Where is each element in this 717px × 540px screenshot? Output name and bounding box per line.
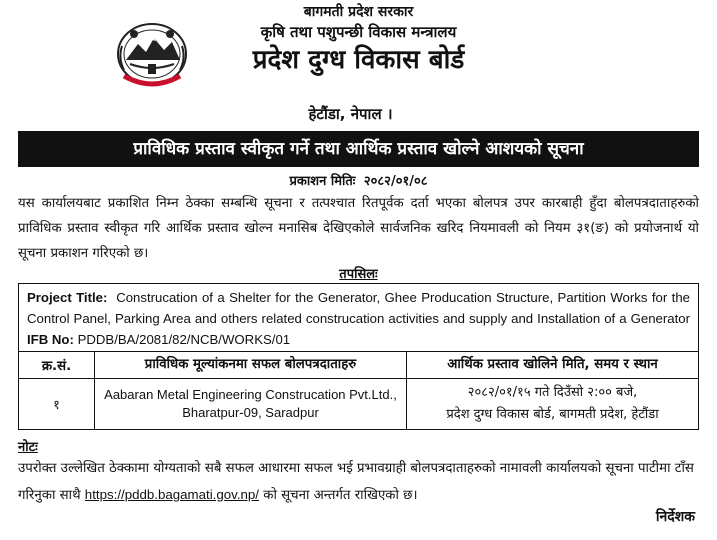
- row-opening: [407, 379, 699, 430]
- publication-date-line: [0, 171, 717, 189]
- government-name: बागमती प्रदेश सरकार: [303, 4, 414, 20]
- signature-title: निर्देशक: [655, 509, 695, 525]
- opening-place: प्रदेश दुग्ध विकास बोर्ड, बागमती प्रदेश, हेटौंडा: [446, 407, 659, 422]
- notice-title: प्राविधिक प्रस्ताव स्वीकृत गर्ने तथा आर्थिक प्रस्ताव खोल्ने आशयको सूचना: [18, 131, 699, 167]
- board-name: प्रदेश दुग्ध विकास बोर्ड: [252, 45, 465, 75]
- ministry-name: कृषि तथा पशुपन्छी विकास मन्त्रालय: [260, 23, 457, 41]
- office-location: हेटौंडा, नेपाल ।: [308, 105, 393, 123]
- header-sn: क्र.सं.: [19, 352, 95, 379]
- intro-paragraph: यस कार्यालयबाट प्रकाशित निम्न ठेक्का सम्बन्धि सूचना र तत्पश्चात रितपूर्वक दर्ता भएका बोलपत्र उपर कारबाही हुँदा बोलपत्रदाताहरुको प्राविधिक प्रस्ताव स्वीकृत गरि आर्थिक प्रस्ताव खोल्न मनासिब देखिएकोले सार्वजनिक खरिद नियमावली को नियम ३१(ङ) को प्रयोजनार्थ यो सूचना प्रकाशन गरिएको छ।: [18, 196, 699, 261]
- website-link[interactable]: https://pddb.bagamati.gov.np/: [84, 487, 260, 502]
- ifb-number: PDDB/BA/2081/82/NCB/WORKS/01: [77, 332, 291, 347]
- table-row: [19, 379, 699, 430]
- bidders-table: [18, 351, 699, 430]
- row-bidder: [95, 379, 407, 430]
- table-header-row: [19, 352, 699, 379]
- note-text-before: उपरोक्त उल्लेखित ठेक्कामा योग्यताको सबै सफल आधारमा सफल भई प्रभावग्राही बोलपत्रदाताहरुको नामावली कार्यालयको सूचना पाटीमा टाँस गरिनुका साथै: [18, 461, 694, 503]
- project-box: [18, 283, 699, 351]
- ifb-label: IFB No:: [27, 332, 74, 347]
- opening-datetime: २०८२/०१/१५ गते दिउँसो २:०० बजे,: [467, 385, 638, 400]
- bidder-address: Bharatpur-09, Saradpur: [182, 405, 319, 420]
- details-heading: [0, 264, 717, 282]
- header-bidders: प्राविधिक मूल्यांकनमा सफल बोलपत्रदाताहरु: [95, 352, 407, 379]
- row-sn: १: [19, 379, 95, 430]
- project-title: Construcation of a Shelter for the Generator, Ghee Producation Structure, Partition Works for the Control Panel, Parking Area and others related construcation activities and supply and Installation of a Generator: [27, 290, 690, 326]
- publication-date: २०८२/०१/०८: [363, 174, 428, 189]
- publication-date-label: प्रकाशन मितिः: [289, 174, 356, 189]
- note-text: [18, 456, 699, 509]
- note-label: [18, 437, 38, 455]
- header-opening: आर्थिक प्रस्ताव खोलिने मिति, समय र स्थान: [407, 352, 699, 379]
- project-title-label: Project Title:: [27, 290, 108, 305]
- note-label-text: नोटः: [18, 440, 38, 455]
- bidder-name: Aabaran Metal Engineering Construcation Pvt.Ltd.,: [104, 387, 397, 402]
- details-heading-text: तपसिलः: [339, 267, 378, 282]
- note-text-after: को सूचना अन्तर्गत राखिएको छ।: [263, 488, 418, 503]
